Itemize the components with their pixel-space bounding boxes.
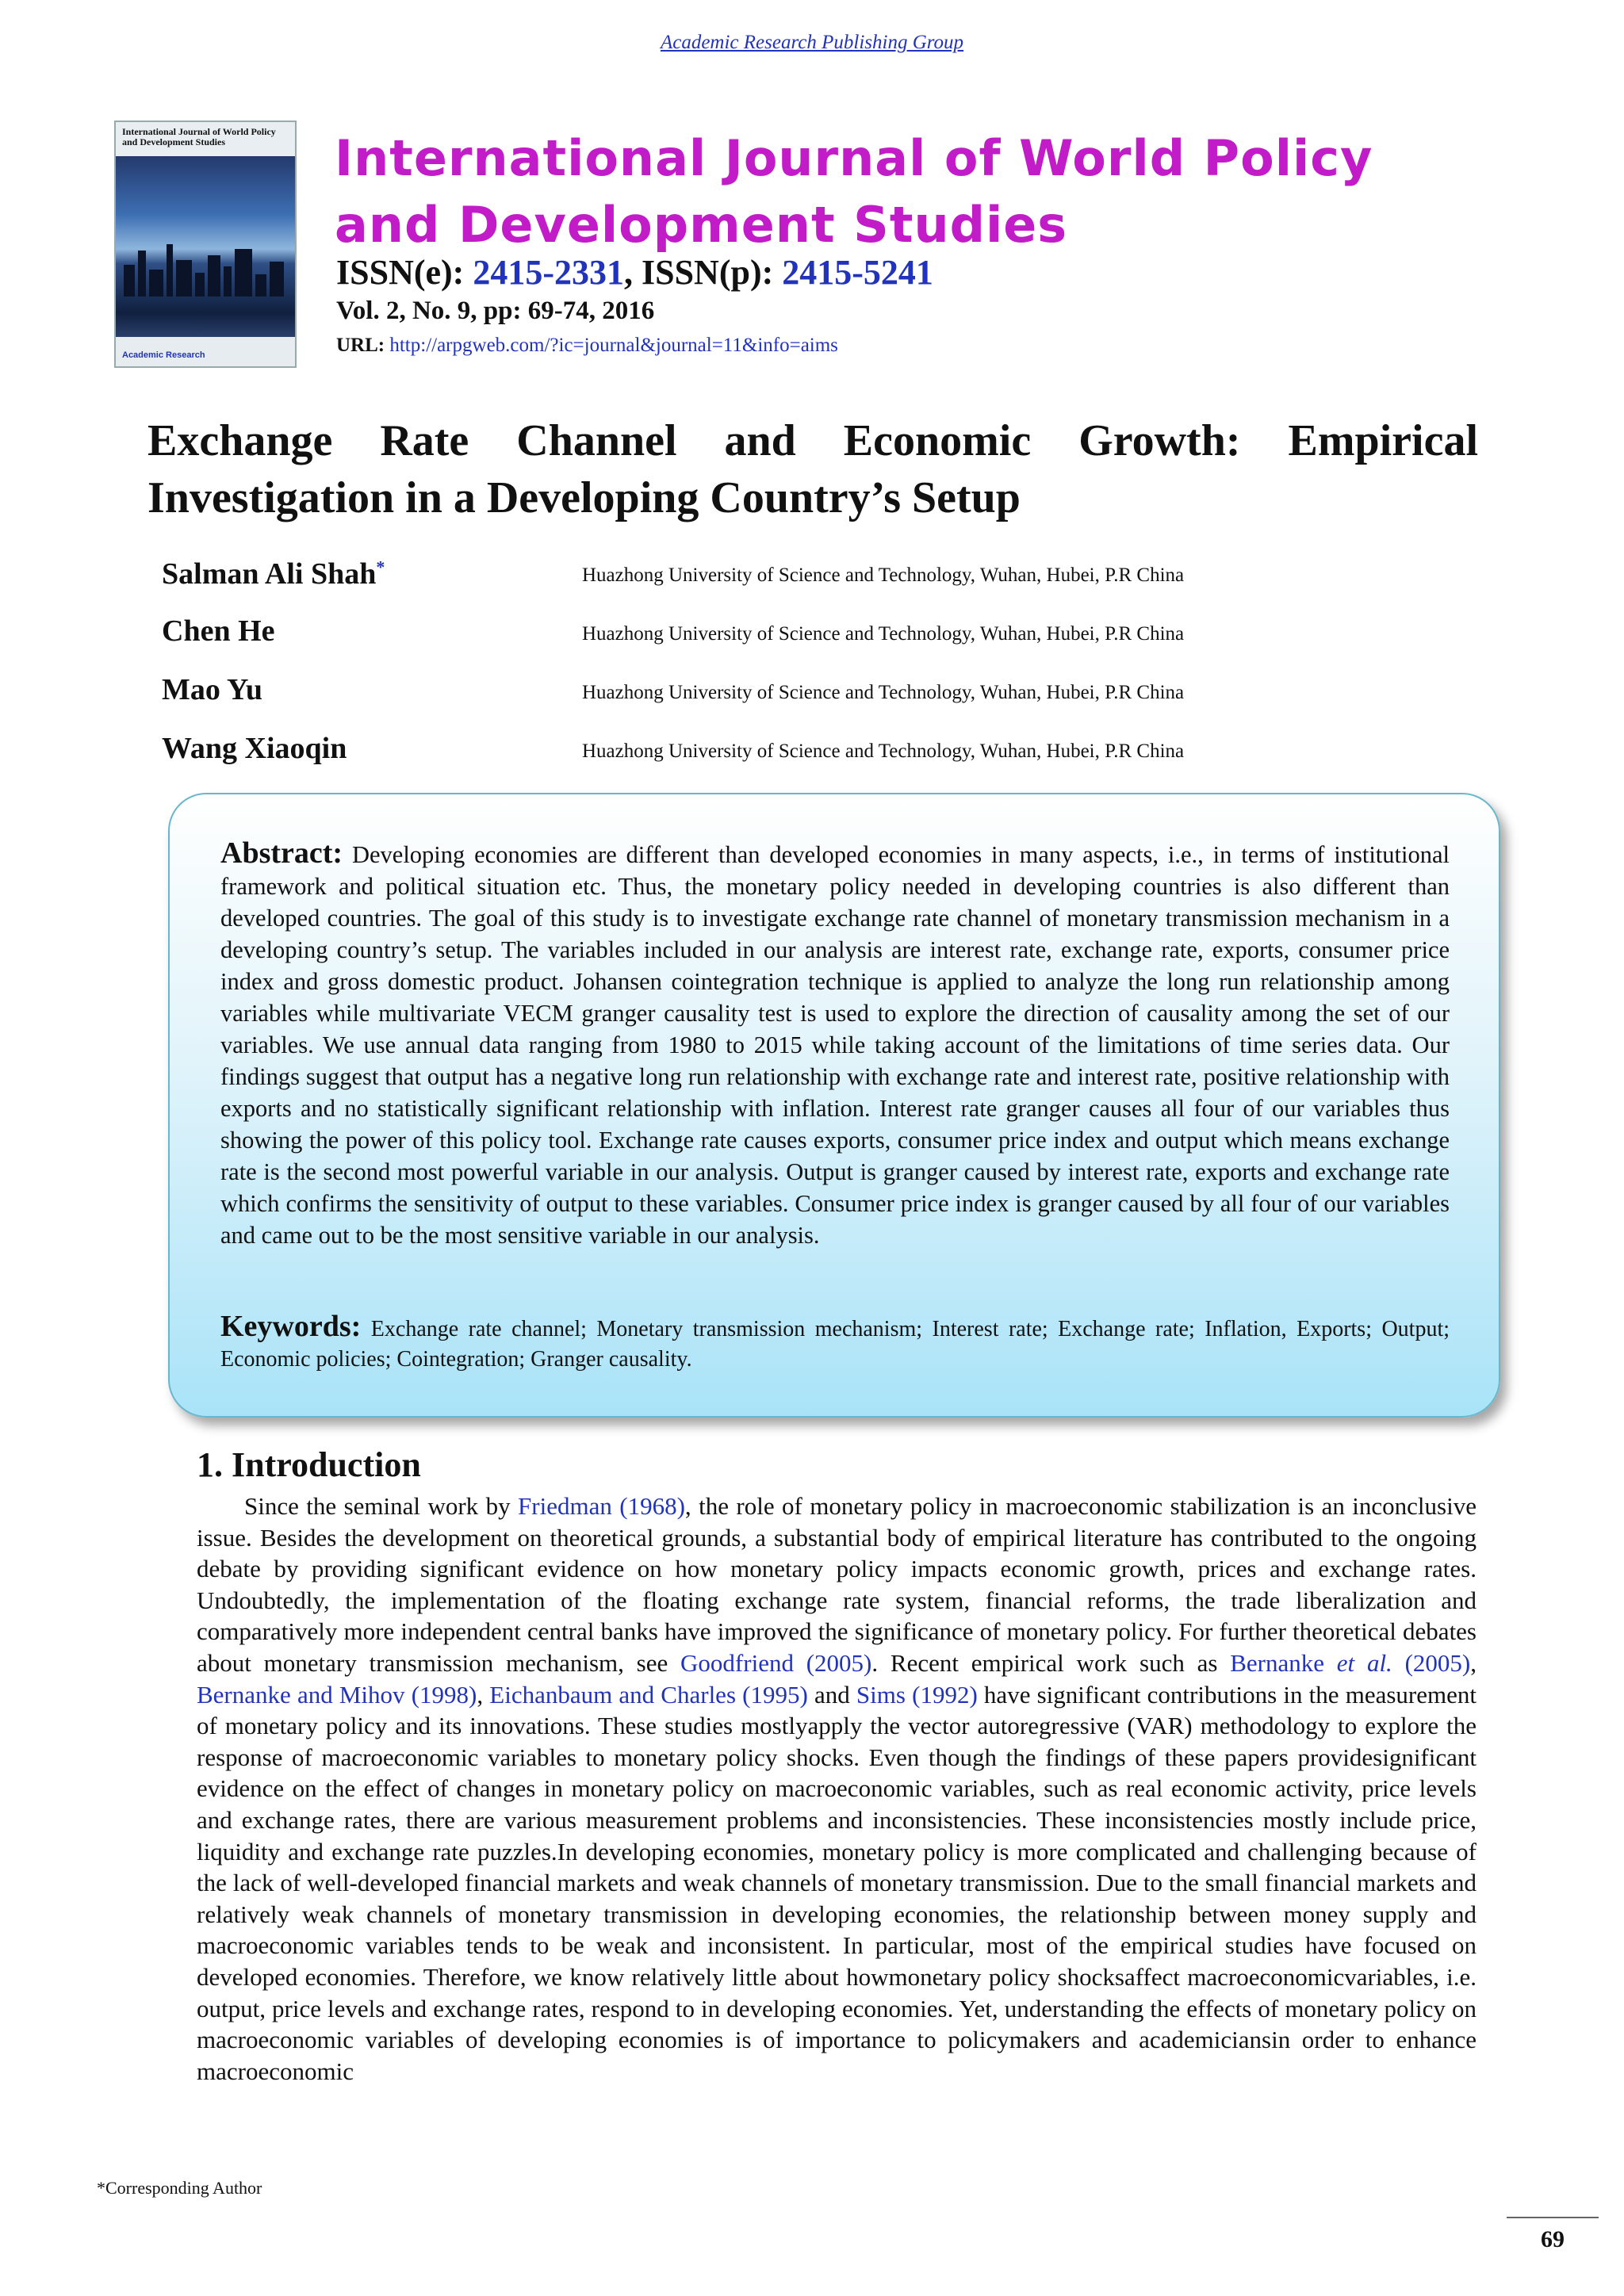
page-number: 69 [1541,2226,1565,2252]
journal-url-line [336,335,838,357]
abstract-label: Abstract: [220,836,343,870]
author-name [162,672,262,707]
keywords-label: Keywords: [220,1310,362,1343]
author-name-text: Chen He [162,614,275,648]
publisher-link[interactable]: Academic Research Publishing Group [660,32,964,53]
citation-sims[interactable]: Sims (1992) [856,1680,978,1709]
abstract-text: Developing economies are different than developed economies in many aspects, i.e., in terms of institutional framework and political situation etc. Thus, the monetary policy needed in developing countries is also different than developed countries. The goal of this study is to investigate exchange rate channel of monetary transmission mechanism in a developing country’s setup. The variables included in our analysis are interest rate, exchange rate, exports, consumer price index and gross domestic product. Johansen cointegration technique is applied to analyze the long run relationship among variables while multivariate VECM granger causality test is used to explore the direction of causality among the set of our variables. We use annual data ranging from 1980 to 2015 while taking account of the limitations of time series data. Our findings suggest that output has a negative long run relationship with exchange rate and interest rate, positive relationship with exports and no statistically significant relationship with inflation. Interest rate granger causes all four of our variables thus showing the power of this policy tool. Exchange rate causes exports, consumer price index and output which means exchange rate is the second most powerful variable in our analysis. Output is granger caused by interest rate, exports and exchange rate which confirms the sensitivity of output to these variables. Consumer price index is granger caused by all four of our variables and came out to be the most sensitive variable in our analysis. [220,841,1450,1249]
body-text: . Recent empirical work such as [871,1648,1231,1677]
body-text: and [807,1680,856,1709]
author-name-text: Wang Xiaoqin [162,732,347,765]
body-text: , the role of monetary policy in macroeconomic stabilization is an inconclusive issue. Besides the development on theoretical grounds, a substantial body of empirical literature has contributed to the ongoing debate by providing significant evidence on how monetary policy impacts economic growth, prices and exchange rates. Undoubtedly, the implementation of the floating exchange rate system, financial reforms, the trade liberalization and comparatively more independent central banks have improved the significance of monetary policy. For further theoretical debates about monetary transmission mechanism, see [197,1492,1477,1677]
paper-title: Exchange Rate Channel and Economic Growth: Empirical Investigation in a Developing Country’s Setup [147,416,1478,522]
section-heading-introduction: 1. Introduction [197,1445,421,1484]
publisher-header [0,32,1624,54]
issn-e-value: 2415-2331 [473,253,624,292]
body-text: Since the seminal work by [244,1492,519,1520]
cover-publisher-logo: Academic Research [122,350,205,360]
keywords [220,1311,1450,1375]
body-text: , [477,1680,490,1709]
volume-info: Vol. 2, No. 9, pp: 69-74, 2016 [336,297,655,325]
citation-bernanke-mihov[interactable]: Bernanke and Mihov (1998) [197,1680,477,1709]
author-affiliation: Huazhong University of Science and Technology, Wuhan, Hubei, P.R China [582,682,1185,703]
author-affiliation: Huazhong University of Science and Technology, Wuhan, Hubei, P.R China [582,623,1185,645]
author-name [162,557,385,591]
journal-cover-image [114,121,297,368]
abstract [220,837,1450,1251]
citation-bernanke[interactable] [1230,1649,1470,1677]
issn-p-value: 2415-5241 [782,253,933,292]
corresponding-author-note: *Corresponding Author [97,2178,262,2198]
citation-bernanke-etal: et al. [1336,1648,1392,1677]
body-text: , [1470,1648,1477,1677]
url-label: URL: [336,335,390,356]
issn-p-label: , ISSN(p): [623,253,783,292]
citation-goodfriend[interactable]: Goodfriend (2005) [680,1648,872,1677]
corresponding-mark: * [376,557,385,577]
author-name [162,614,275,649]
body-text: have significant contributions in the measurement of monetary policy and its innovations. These studies mostlyapply the vector autoregressive (VAR) methodology to explore the response of macroeconomic variables to monetary policy shocks. Even though the findings of these papers providesignificant evidence on the effect of changes in monetary policy on macroeconomic variables, such as real economic activity, price levels and exchange rates, there are various measurement problems and inconsistencies. These inconsistencies mostly include price, liquidity and exchange rate puzzles.In developing economies, monetary policy is more complicated and challenging because of the lack of well-developed financial markets and weak channels of monetary transmission. Due to the small financial markets and relatively weak channels of monetary transmission in developing economies, the relationship between money supply and macroeconomic variables tends to be weak and inconsistent. In particular, most of the empirical studies have focused on developed economies. Therefore, we know relatively little about howmonetary policy shocksaffect macroeconomicvariables, i.e. output, price levels and exchange rates, respond to in developing economies. Yet, understanding the effects of monetary policy on macroeconomic variables of developing economies is of importance to policymakers and academiciansin order to enhance macroeconomic [197,1680,1477,2085]
issn-line [336,252,933,293]
author-affiliation: Huazhong University of Science and Technology, Wuhan, Hubei, P.R China [582,564,1185,586]
introduction-paragraph [197,1490,1477,2087]
citation-bernanke-year: (2005) [1392,1648,1471,1677]
keywords-text: Exchange rate channel; Monetary transmission mechanism; Interest rate; Exchange rate; Inflation, Exports; Output; Economic policies; Cointegration; Granger causality. [220,1317,1450,1372]
cover-title: International Journal of World Policy and Development Studies [122,126,276,147]
citation-bernanke-author: Bernanke [1230,1648,1325,1677]
journal-url-link[interactable]: http://arpgweb.com/?ic=journal&journal=11&info=aims [389,335,838,356]
page-number-rule [1507,2217,1599,2218]
cover-skyline [116,241,295,297]
author-name-text: Mao Yu [162,673,263,706]
author-affiliation: Huazhong University of Science and Technology, Wuhan, Hubei, P.R China [582,740,1185,762]
author-name-text: Salman Ali Shah [162,557,377,591]
issn-e-label: ISSN(e): [336,253,473,292]
journal-title-line-1: International Journal of World Policy [335,129,1373,187]
journal-title [335,125,1373,258]
journal-title-line-2: and Development Studies [335,196,1068,254]
citation-friedman[interactable]: Friedman (1968) [518,1492,685,1520]
author-name [162,731,347,766]
citation-eichenbaum[interactable]: Eichanbaum and Charles (1995) [489,1680,808,1709]
